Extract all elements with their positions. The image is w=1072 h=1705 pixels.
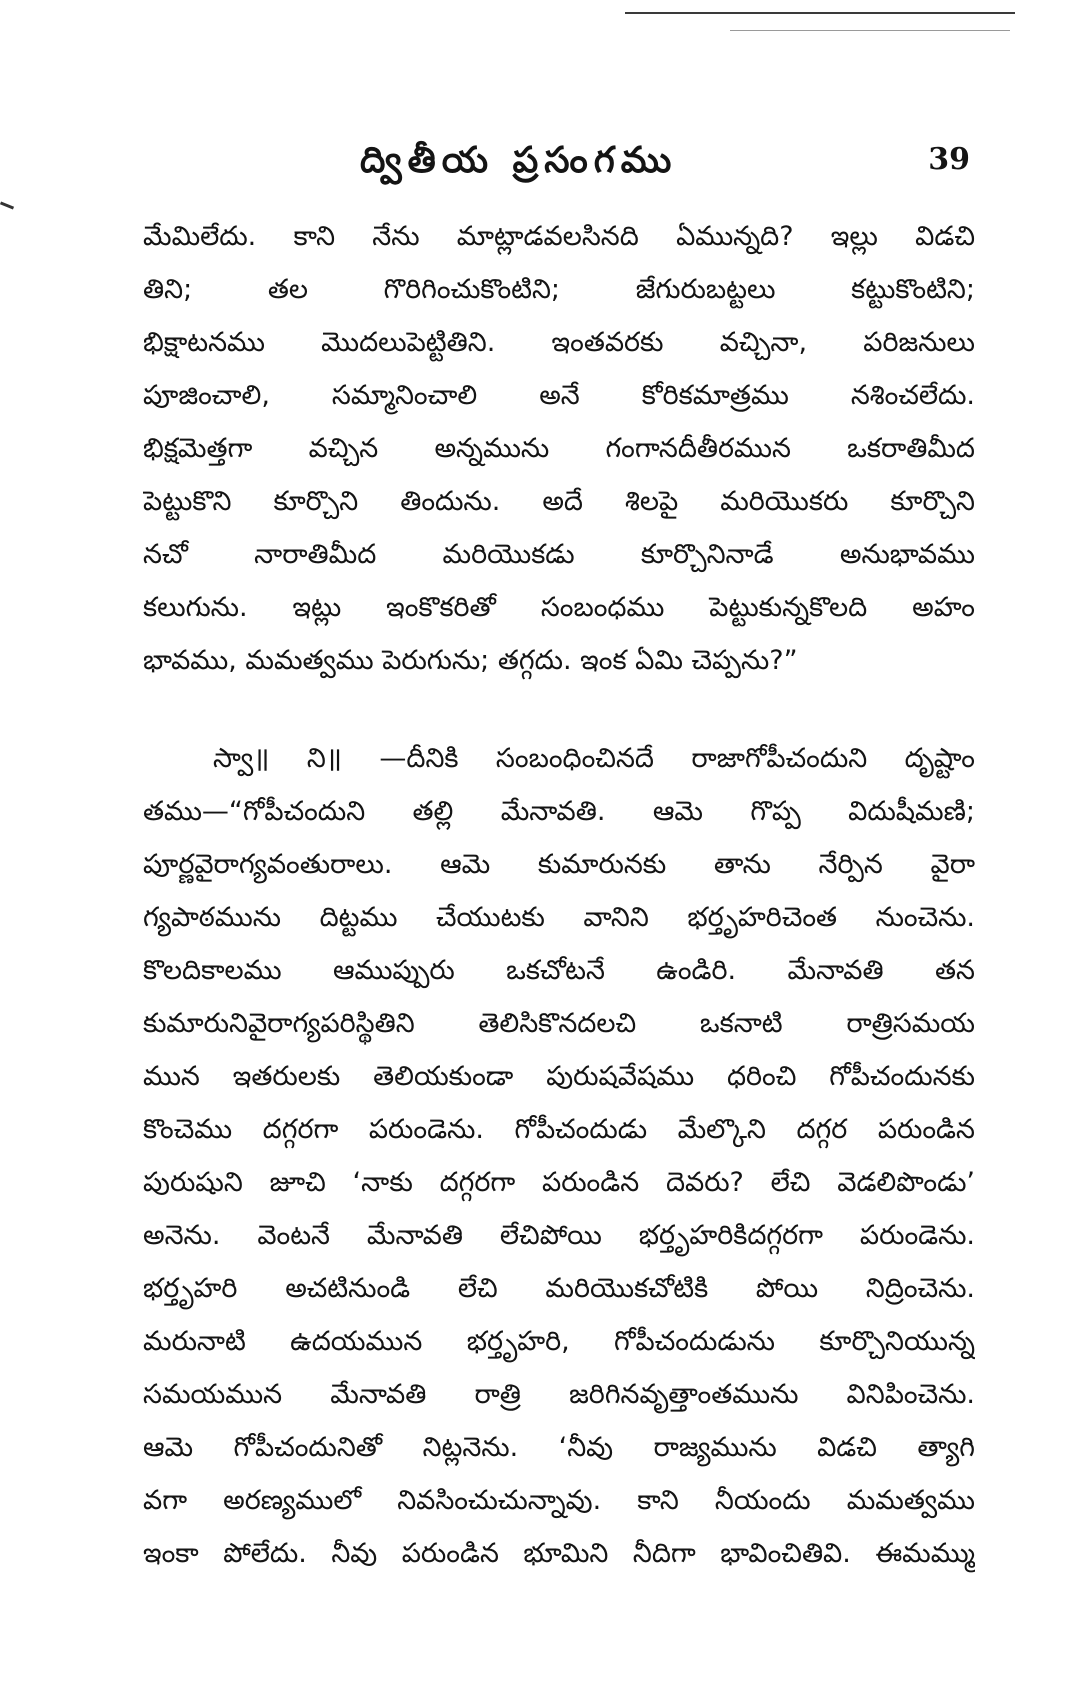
text-line: కలుగును. ఇట్లు ఇంకొకరితో సంబంధము పెట్టుకున్నకొలది అహం <box>143 592 975 623</box>
text-line: తము—“గోపీచందుని తల్లి మేనావతి. ఆమె గొప్ప విదుషీమణి; <box>143 796 975 827</box>
text-line: పురుషుని జూచి ‘నాకు దగ్గరగా పరుండిన దెవరు? లేచి వెడలిపొండు’ <box>143 1167 975 1198</box>
text-line: స్వా॥ ని॥ —దీనికి సంబంధించినదే రాజాగోపీచందుని దృష్టాం <box>213 743 975 774</box>
paragraph <box>143 732 975 1580</box>
top-rule-secondary <box>730 30 1010 31</box>
text-line: సమయమున మేనావతి రాత్రి జరిగినవృత్తాంతమును వినిపించెను. <box>143 1379 975 1410</box>
top-rule <box>625 12 1015 14</box>
running-title: ద్వితీయ ప్రసంగము <box>360 140 678 181</box>
text-line: భిక్షాటనము మొదలుపెట్టితిని. ఇంతవరకు వచ్చినా, పరిజనులు <box>143 327 975 358</box>
text-line: అనెను. వెంటనే మేనావతి లేచిపోయి భర్తృహరికిదగ్గరగా పరుండెను. <box>143 1220 975 1251</box>
text-line: తిని; తల గొరిగించుకొంటిని; జేగురుబట్టలు కట్టుకొంటిని; <box>143 274 975 305</box>
text-line: కొంచెము దగ్గరగా పరుండెను. గోపీచందుడు మేల్కొని దగ్గర పరుండిన <box>143 1114 975 1145</box>
text-line: పూర్ణవైరాగ్యవంతురాలు. ఆమె కుమారునకు తాను నేర్పిన వైరా <box>143 849 975 880</box>
text-line: కుమారునివైరాగ్యపరిస్థితిని తెలిసికొనదలచి ఒకనాటి రాత్రిసమయ <box>143 1008 975 1039</box>
text-line: నచో నారాతిమీద మరియొకడు కూర్చొనినాడే అనుభావము <box>143 539 975 570</box>
text-line: భర్తృహరి అచటినుండి లేచి మరియొకచోటికి పోయి నిద్రించెను. <box>143 1273 975 1304</box>
text-line: ఆమె గోపీచందునితో నిట్లనెను. ‘నీవు రాజ్యమును విడచి త్యాగి <box>143 1432 975 1463</box>
page-number: 39 <box>928 142 970 177</box>
text-line: పెట్టుకొని కూర్చొని తిందును. అదే శిలపై మరియొకరు కూర్చొని <box>143 486 975 517</box>
body-text <box>143 210 975 1580</box>
paragraph <box>143 210 975 687</box>
text-line: గ్యపాఠమును దిట్టము చేయుటకు వానిని భర్తృహరిచెంత నుంచెను. <box>143 902 975 933</box>
page-header <box>150 140 970 190</box>
text-line: ఇంకా పోలేదు. నీవు పరుండిన భూమిని నీదిగా భావించితివి. ఈమమ్ము <box>143 1538 975 1569</box>
text-line: మరునాటి ఉదయమున భర్తృహరి, గోపీచందుడును కూర్చొనియున్న <box>143 1326 975 1357</box>
text-line: వగా అరణ్యములో నివసించుచున్నావు. కాని నీయందు మమత్వము <box>143 1485 975 1516</box>
margin-mark <box>0 201 14 209</box>
text-line: మున ఇతరులకు తెలియకుండా పురుషవేషము ధరించి గోపీచందునకు <box>143 1061 975 1092</box>
text-line: భిక్షమెత్తగా వచ్చిన అన్నమును గంగానదీతీరమున ఒకరాతిమీద <box>143 433 975 464</box>
text-line: కొలదికాలము ఆముప్పురు ఒకచోటనే ఉండిరి. మేనావతి తన <box>143 955 975 986</box>
text-line: పూజించాలి, సమ్మానించాలి అనే కోరికమాత్రము నశించలేదు. <box>143 380 975 411</box>
text-line: మేమిలేదు. కాని నేను మాట్లాడవలసినది ఏమున్నది? ఇల్లు విడచి <box>143 221 975 252</box>
text-line: భావము, మమత్వము పెరుగును; తగ్గదు. ఇంక ఏమి చెప్పను?” <box>143 645 798 676</box>
